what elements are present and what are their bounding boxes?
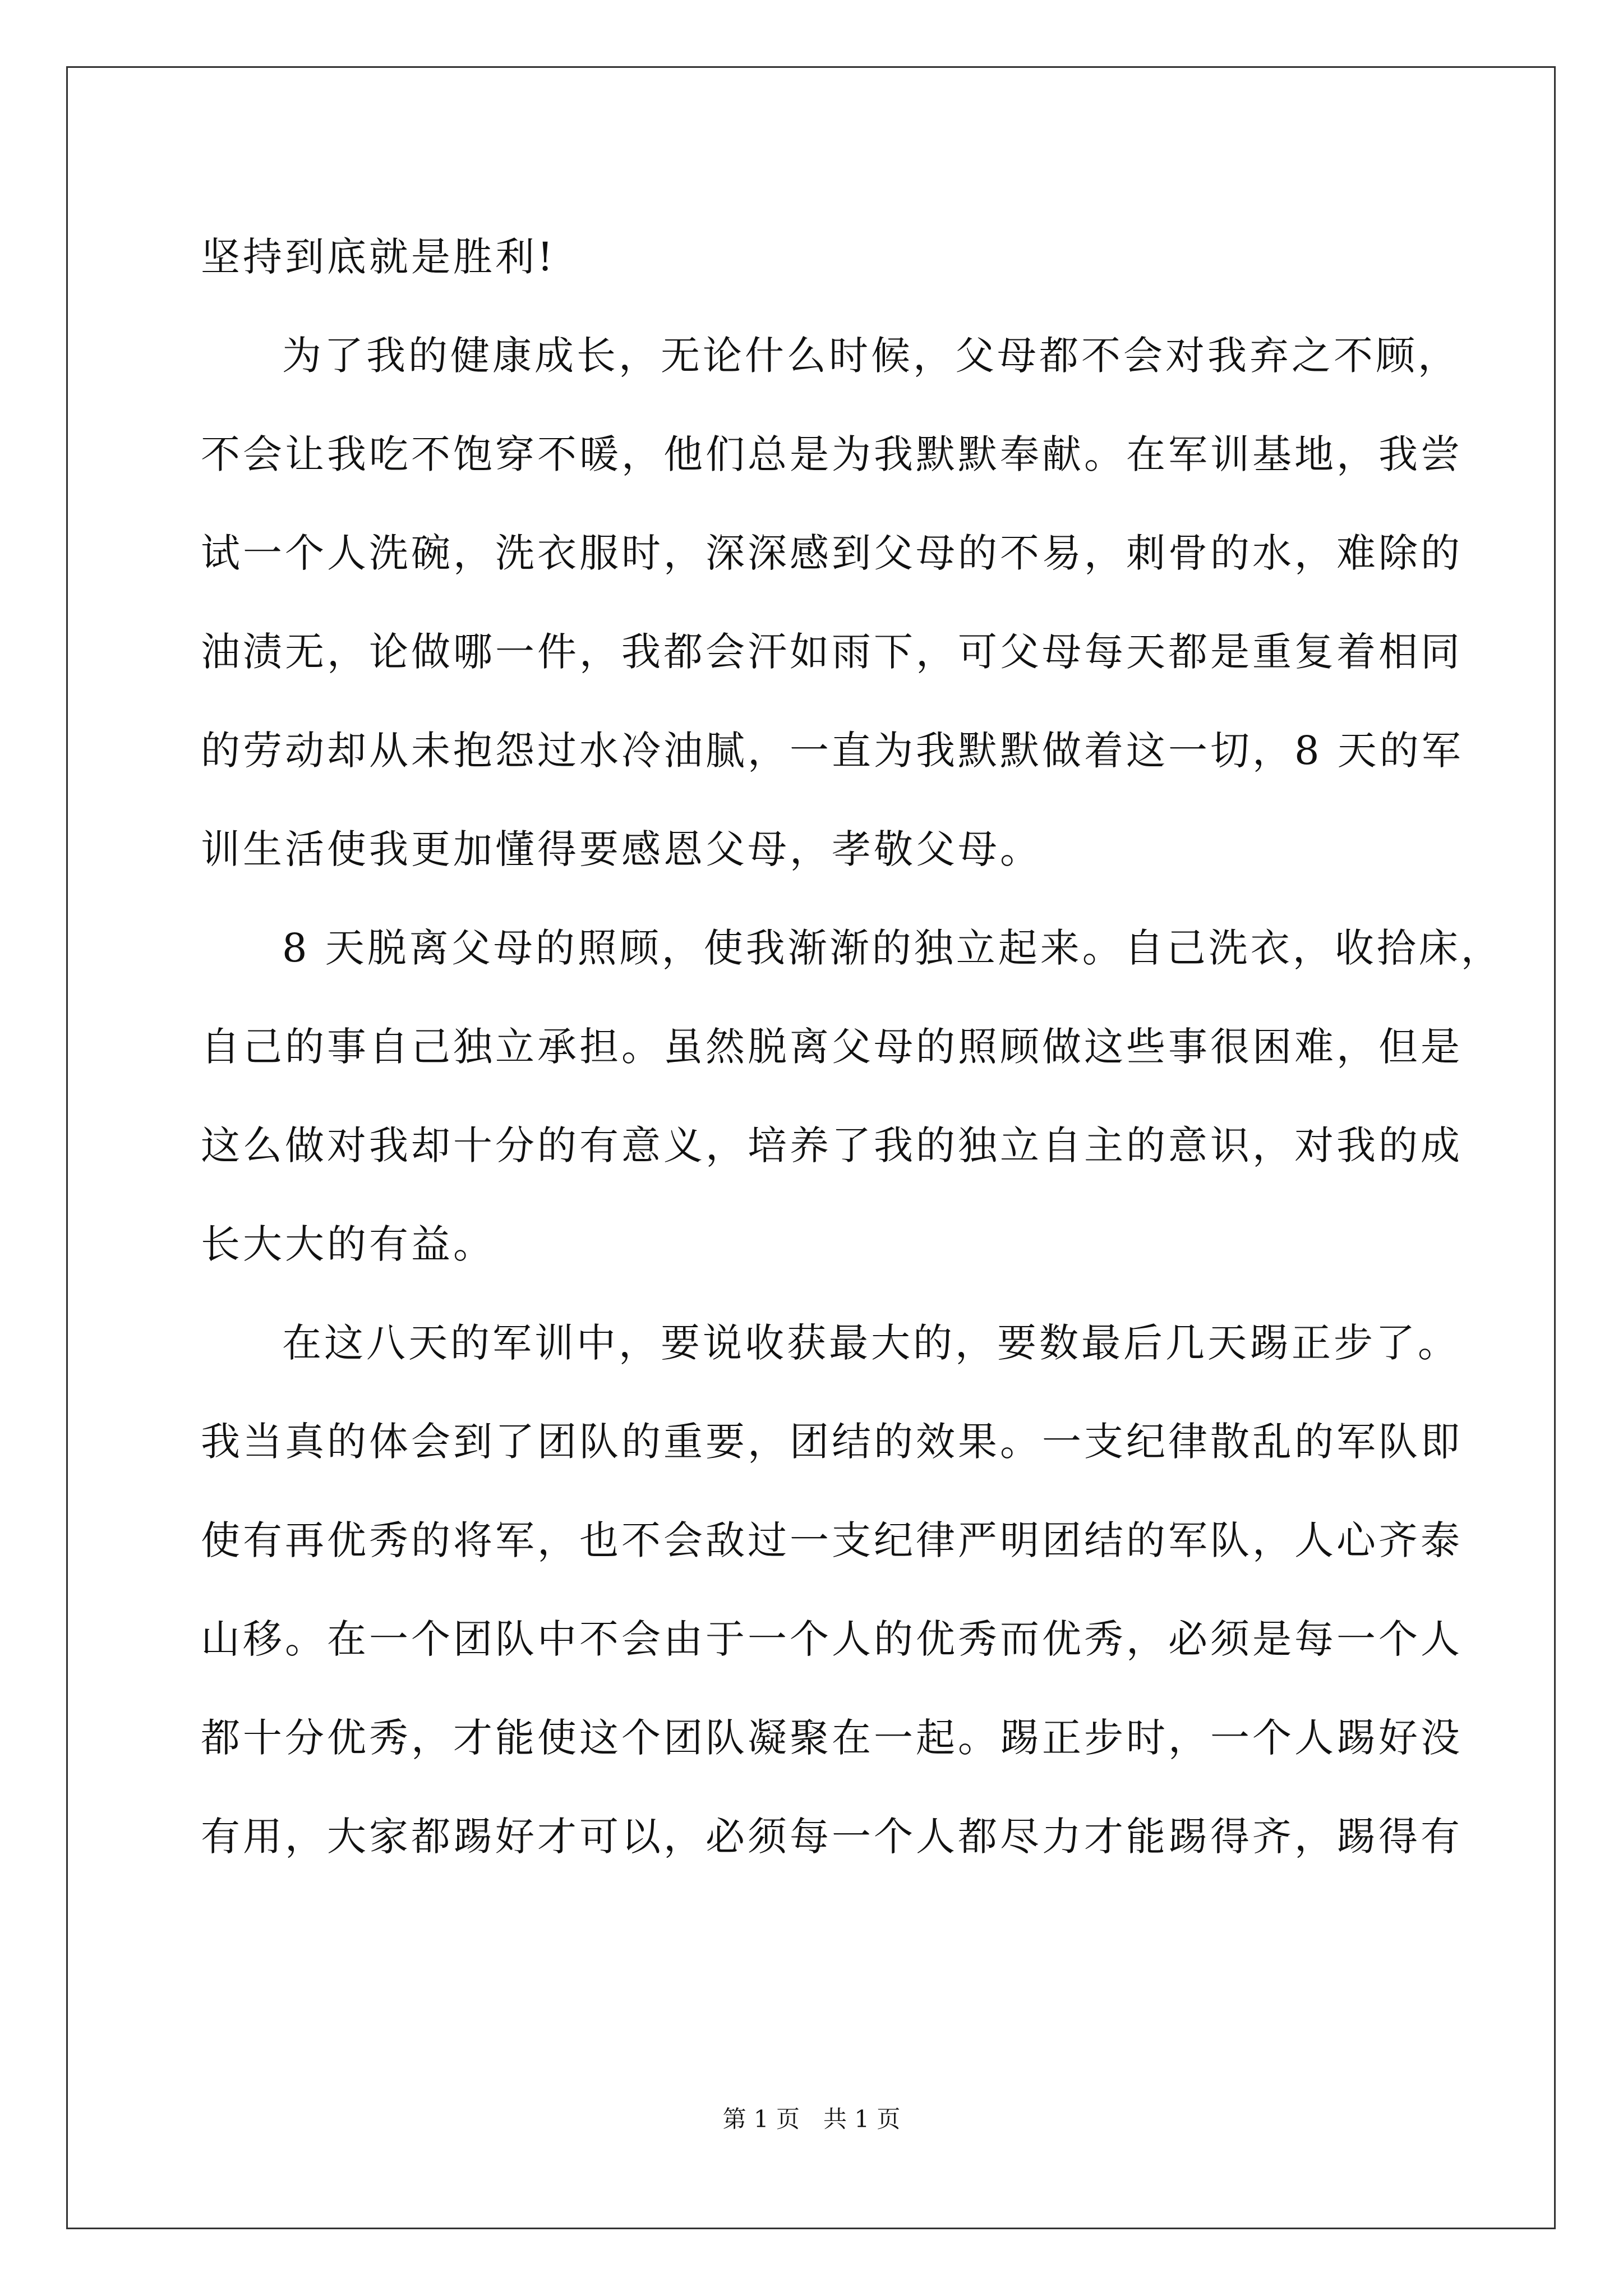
text-line: 训生活使我更加懂得要感恩父母，孝敬父母。 — [201, 826, 1042, 872]
text-line: 长大大的有益。 — [201, 1221, 495, 1267]
text-line: 山移。在一个团队中不会由于一个人的优秀而优秀，必须是每一个人 — [201, 1616, 1463, 1662]
text-line: 油渍无，论做哪一件，我都会汗如雨下，可父母每天都是重复着相同 — [201, 629, 1463, 675]
text-line: 为了我的健康成长，无论什么时候，父母都不会对我弃之不顾， — [282, 333, 1460, 379]
text-line: 使有再优秀的将军，也不会敌过一支纪律严明团结的军队，人心齐泰 — [201, 1517, 1463, 1563]
text-line: 试一个人洗碗，洗衣服时，深深感到父母的不易，刺骨的水，难除的 — [201, 530, 1463, 576]
document-body — [201, 208, 1503, 1886]
text-line: 我当真的体会到了团队的重要，团结的效果。一支纪律散乱的军队即 — [201, 1419, 1463, 1465]
text-line: 8 天脱离父母的照顾，使我渐渐的独立起来。自己洗衣，收拾床， — [282, 925, 1503, 971]
text-line: 都十分优秀，才能使这个团队凝聚在一起。踢正步时，一个人踢好没 — [201, 1715, 1463, 1761]
text-line: 的劳动却从未抱怨过水冷油腻，一直为我默默做着这一切，8 天的军 — [201, 728, 1464, 774]
page-number-footer: 第 1 页 共 1 页 — [722, 2105, 901, 2133]
text-line: 自己的事自己独立承担。虽然脱离父母的照顾做这些事很困难，但是 — [201, 1024, 1463, 1070]
text-line: 这么做对我却十分的有意义，培养了我的独立自主的意识，对我的成 — [201, 1122, 1463, 1168]
text-line: 在这八天的军训中，要说收获最大的，要数最后几天踢正步了。 — [282, 1320, 1460, 1366]
text-line: 不会让我吃不饱穿不暖，他们总是为我默默奉献。在军训基地，我尝 — [201, 431, 1463, 477]
text-line: 有用，大家都踢好才可以，必须每一个人都尽力才能踢得齐，踢得有 — [201, 1814, 1463, 1860]
text-line: 坚持到底就是胜利! — [201, 234, 556, 280]
